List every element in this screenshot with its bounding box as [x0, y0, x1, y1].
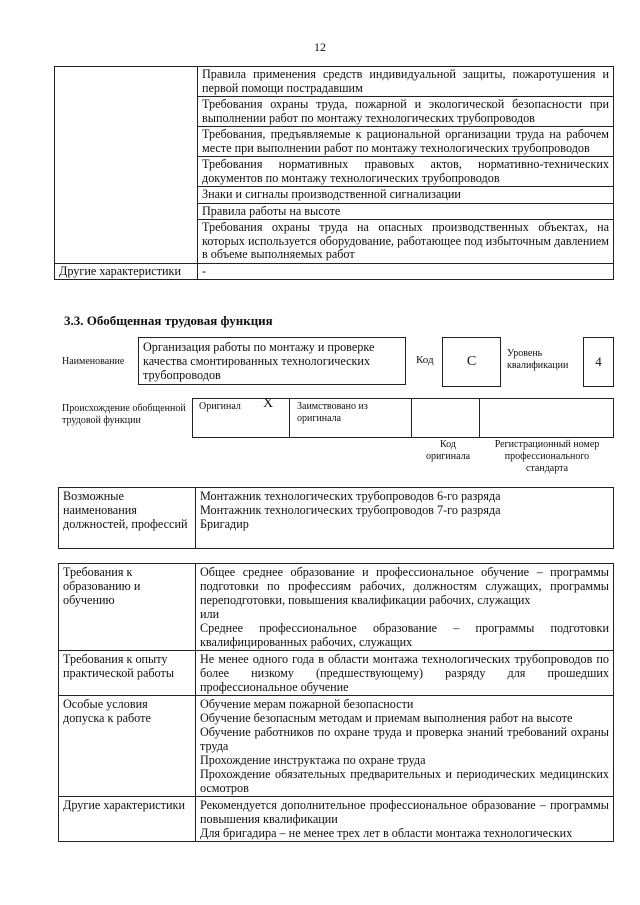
positions-table — [58, 487, 614, 549]
borrowed-label: Заимствовано из оригинала — [297, 401, 368, 424]
positions-value — [196, 488, 614, 549]
other-characteristics-label: Другие характеристики — [55, 263, 198, 280]
education-line: Общее среднее образование и профессиональное обучение – программы подготовки по профессиям рабочих, должностям служащих, программы переподготовки, повышения квалификации рабочих, служащих — [200, 565, 609, 607]
original-mark: X — [263, 396, 274, 411]
other-value — [196, 797, 614, 842]
level-value-box: 4 — [583, 337, 614, 387]
knowledge-row: Правила применения средств индивидуальной защиты, пожаротушения и первой помощи пострадавшим — [198, 67, 614, 97]
conditions-label: Особые условия допуска к работе — [59, 696, 196, 797]
positions-label: Возможные наименования должностей, профессий — [59, 488, 196, 549]
knowledge-row: Знаки и сигналы производственной сигнализации — [198, 187, 614, 204]
education-line: или — [200, 607, 220, 621]
knowledge-table — [54, 66, 614, 280]
condition-line: Обучение работников по охране труда и проверка знаний требований охраны труда — [200, 725, 609, 753]
requirements-table — [58, 563, 614, 842]
level-label: Уровень квалификации — [507, 348, 569, 371]
section-title: 3.3. Обобщенная трудовая функция — [64, 313, 273, 328]
condition-line: Прохождение инструктажа по охране труда — [200, 753, 426, 767]
other-characteristics-value: - — [198, 263, 614, 280]
position-item: Монтажник технологических трубопроводов 7-го разряда — [200, 503, 501, 517]
other-label: Другие характеристики — [59, 797, 196, 842]
origin-label: Происхождение обобщенной трудовой функции — [62, 403, 186, 426]
experience-value: Не менее одного года в области монтажа технологических трубопроводов по более низкому (предшествующему) разряду для прошедших профессиональное обучение — [196, 651, 614, 696]
function-name-box: Организация работы по монтажу и проверке качества смонтированных технологических трубопроводов — [138, 337, 406, 385]
code-original-caption: Код оригинала — [425, 439, 471, 462]
position-item: Монтажник технологических трубопроводов 6-го разряда — [200, 489, 501, 503]
knowledge-row: Требования, предъявляемые к рациональной организации труда на рабочем месте при выполнении работ по монтажу технологических трубопроводов — [198, 127, 614, 157]
condition-line: Обучение мерам пожарной безопасности — [200, 697, 414, 711]
education-line: Среднее профессиональное образование – программы подготовки квалифицированных рабочих, служащих — [200, 621, 609, 649]
original-label: Оригинал — [199, 401, 241, 412]
knowledge-row: Требования охраны труда, пожарной и экологической безопасности при выполнении работ по монтажу технологических трубопроводов — [198, 97, 614, 127]
education-label: Требования к образованию и обучению — [59, 564, 196, 651]
name-label: Наименование — [62, 356, 125, 367]
knowledge-label-cell — [55, 67, 198, 264]
code-label: Код — [416, 354, 434, 366]
reg-number-caption: Регистрационный номер профессионального стандарта — [494, 439, 600, 474]
education-value — [196, 564, 614, 651]
knowledge-row: Требования нормативных правовых актов, нормативно-технических документов по монтажу технологических трубопроводов — [198, 157, 614, 187]
position-item: Бригадир — [200, 517, 249, 531]
page-number: 12 — [314, 40, 326, 54]
other-line: Рекомендуется дополнительное профессиональное образование – программы повышения квалификации — [200, 798, 609, 826]
code-value-box: C — [442, 337, 501, 387]
other-line: Для бригадира – не менее трех лет в области монтажа технологических — [200, 826, 573, 840]
condition-line: Прохождение обязательных предварительных и периодических медицинских осмотров — [200, 767, 609, 795]
condition-line: Обучение безопасным методам и приемам выполнения работ на высоте — [200, 711, 573, 725]
conditions-value — [196, 696, 614, 797]
experience-label: Требования к опыту практической работы — [59, 651, 196, 696]
knowledge-row: Правила работы на высоте — [198, 203, 614, 220]
knowledge-row: Требования охраны труда на опасных производственных объектах, на которых используется оборудование, работающее под избыточным давлением в объеме выполняемых работ — [198, 220, 614, 264]
origin-box — [192, 398, 614, 438]
